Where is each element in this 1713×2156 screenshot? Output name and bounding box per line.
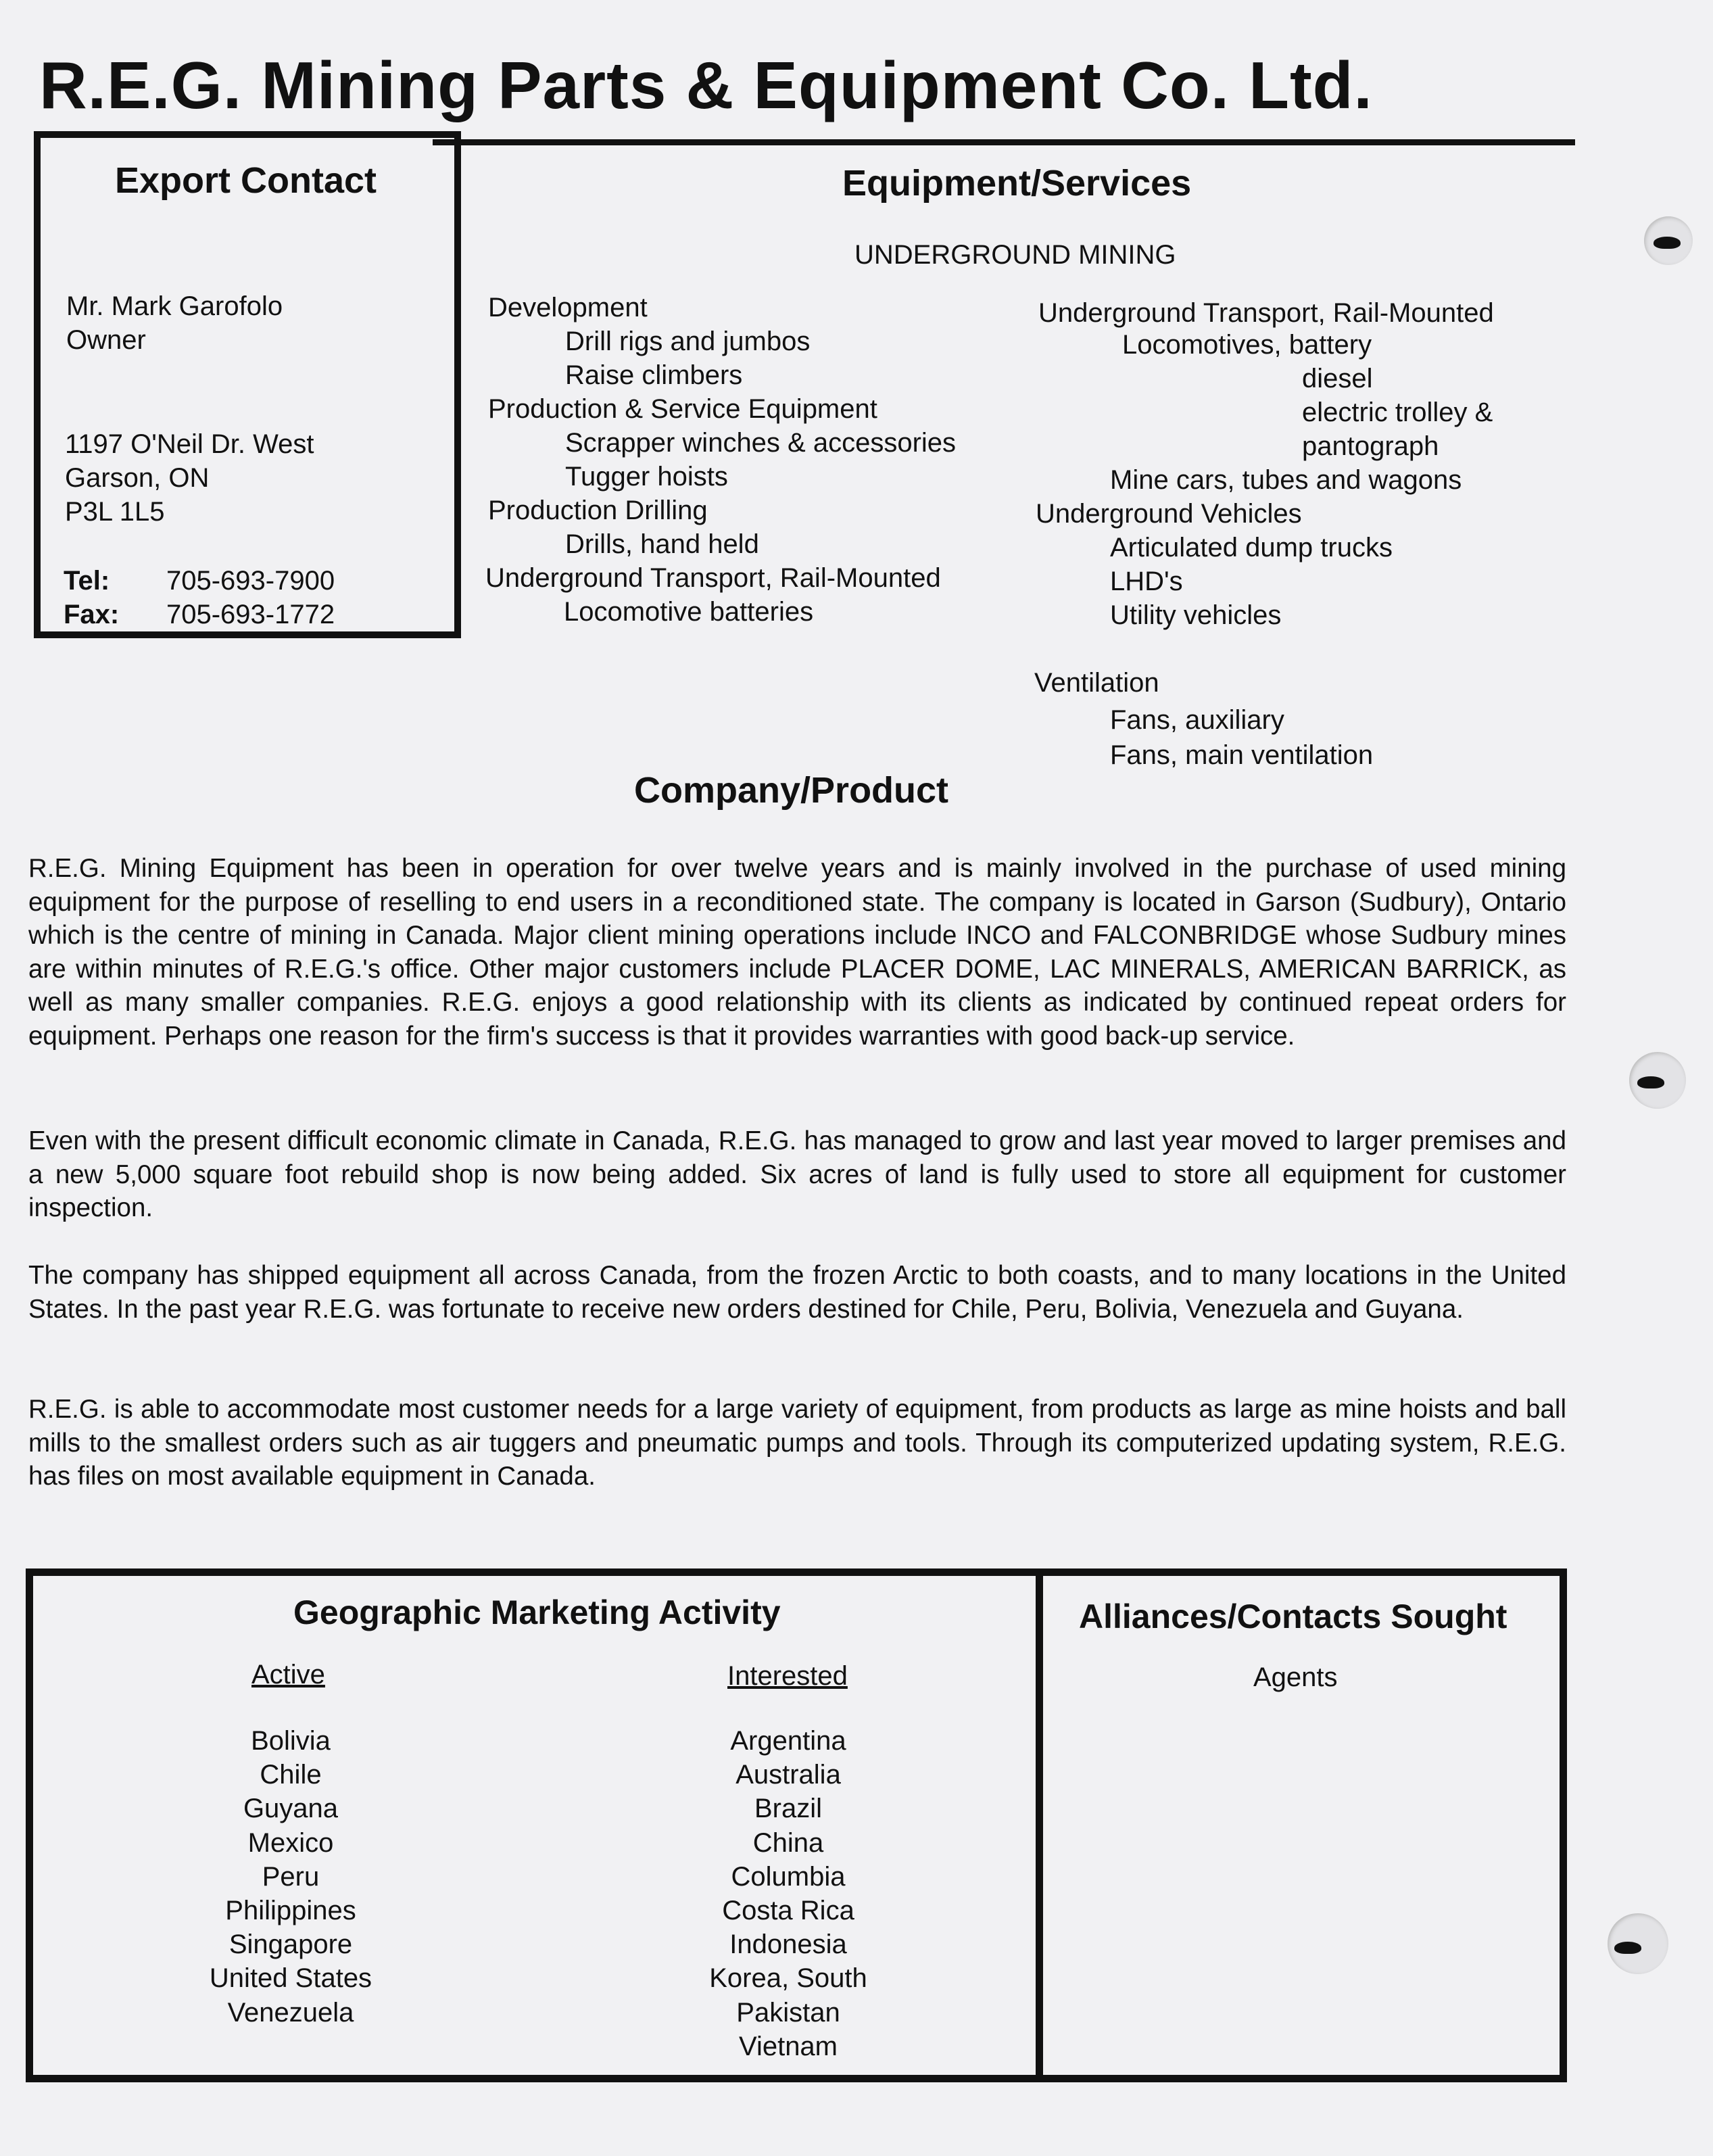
list-item: Underground Vehicles bbox=[1036, 499, 1302, 529]
list-item: Peru bbox=[262, 1861, 320, 1892]
list-item: Tugger hoists bbox=[565, 462, 728, 492]
company-paragraph-4: R.E.G. is able to accommodate most customer needs for a large variety of equipment, from products as large as mine hoists and ball mills to the smallest orders such as air tuggers and pneumatic pumps and tools. Through its computerized updating system, R.E.G. has files on most available equipment in Canada. bbox=[28, 1395, 1566, 1491]
address-line-1: 1197 O'Neil Dr. West bbox=[65, 429, 314, 459]
list-item: Locomotives, battery bbox=[1122, 330, 1372, 360]
list-item: Underground Transport, Rail-Mounted bbox=[1038, 298, 1494, 328]
contact-position: Owner bbox=[66, 325, 146, 355]
binder-hole bbox=[1608, 1913, 1668, 1974]
binder-hole bbox=[1629, 1052, 1686, 1109]
postal-code: P3L 1L5 bbox=[65, 497, 165, 527]
list-item: Vietnam bbox=[738, 2031, 838, 2061]
list-item: Drill rigs and jumbos bbox=[565, 327, 811, 356]
export-contact-heading: Export Contact bbox=[115, 160, 377, 201]
list-item: Korea, South bbox=[709, 1963, 867, 1994]
list-item: electric trolley & bbox=[1302, 398, 1493, 427]
fax-number: 705-693-1772 bbox=[166, 600, 335, 629]
alliance-item: Agents bbox=[1253, 1662, 1338, 1692]
list-item: Costa Rica bbox=[722, 1896, 854, 1926]
interested-list bbox=[653, 1724, 923, 2063]
list-item: Mexico bbox=[247, 1827, 334, 1858]
list-item: Ventilation bbox=[1034, 668, 1159, 698]
tel-label: Tel: bbox=[64, 566, 110, 596]
list-item: LHD's bbox=[1110, 567, 1183, 596]
address-line-2: Garson, ON bbox=[65, 463, 210, 493]
list-item: Fans, auxiliary bbox=[1110, 705, 1284, 735]
list-item: Fans, main ventilation bbox=[1110, 740, 1374, 770]
list-item: Drills, hand held bbox=[565, 529, 759, 559]
list-item: Locomotive batteries bbox=[564, 597, 814, 627]
list-item: Indonesia bbox=[729, 1930, 847, 1960]
list-item: Guyana bbox=[243, 1794, 339, 1824]
list-item: Singapore bbox=[228, 1930, 353, 1960]
page-title: R.E.G. Mining Parts & Equipment Co. Ltd. bbox=[39, 48, 1373, 122]
list-item: Columbia bbox=[731, 1861, 846, 1892]
active-label: Active bbox=[251, 1660, 325, 1690]
alliances-heading: Alliances/Contacts Sought bbox=[1079, 1598, 1507, 1635]
list-item: pantograph bbox=[1302, 431, 1439, 461]
box-divider bbox=[1036, 1568, 1043, 2082]
contact-name: Mr. Mark Garofolo bbox=[66, 291, 283, 321]
list-item: Underground Transport, Rail-Mounted bbox=[485, 563, 941, 593]
list-item: Brazil bbox=[754, 1794, 823, 1824]
tel-number: 705-693-7900 bbox=[166, 566, 335, 596]
company-paragraph-3: The company has shipped equipment all across Canada, from the frozen Arctic to both coasts, and to many locations in the United States. In the past year R.E.G. was fortunate to receive new orders destined for Chile, Peru, Bolivia, Venezuela and Guyana. bbox=[28, 1261, 1566, 1324]
equipment-category: UNDERGROUND MINING bbox=[854, 240, 1176, 270]
company-paragraph-2: Even with the present difficult economic climate in Canada, R.E.G. has managed to grow and last year moved to larger premises and a new 5,000 square foot rebuild shop is now being added. Six acres of land is fully used to store all equipment for customer inspection. bbox=[28, 1126, 1566, 1222]
list-item: Utility vehicles bbox=[1110, 600, 1282, 630]
list-item: Australia bbox=[735, 1760, 841, 1790]
title-rule bbox=[433, 139, 1575, 145]
list-item: Raise climbers bbox=[565, 360, 743, 390]
binder-hole bbox=[1644, 216, 1693, 265]
equipment-services-heading: Equipment/Services bbox=[842, 163, 1192, 203]
list-item: Argentina bbox=[730, 1726, 846, 1756]
list-item: Chile bbox=[260, 1760, 322, 1790]
list-item: China bbox=[752, 1827, 824, 1858]
list-item: United States bbox=[209, 1963, 372, 1994]
fax-label: Fax: bbox=[64, 600, 120, 629]
geographic-marketing-heading: Geographic Marketing Activity bbox=[293, 1594, 781, 1631]
list-item: Scrapper winches & accessories bbox=[565, 428, 957, 458]
list-item: Philippines bbox=[225, 1896, 356, 1926]
export-contact-box bbox=[34, 131, 461, 638]
list-item: Production Drilling bbox=[488, 496, 708, 525]
list-item: Pakistan bbox=[736, 1997, 840, 2028]
list-item: Mine cars, tubes and wagons bbox=[1110, 465, 1462, 495]
list-item: Development bbox=[488, 293, 648, 322]
company-product-heading: Company/Product bbox=[634, 770, 949, 811]
active-list bbox=[155, 1724, 426, 2030]
list-item: Articulated dump trucks bbox=[1110, 533, 1393, 562]
list-item: diesel bbox=[1302, 364, 1373, 393]
list-item: Venezuela bbox=[227, 1997, 354, 2028]
list-item: Bolivia bbox=[251, 1726, 331, 1756]
interested-label: Interested bbox=[727, 1661, 848, 1691]
list-item: Production & Service Equipment bbox=[488, 394, 877, 424]
company-paragraph-1: R.E.G. Mining Equipment has been in operation for over twelve years and is mainly involved in the purchase of used mining equipment for the purpose of reselling to end users in a reconditioned state. The company is located in Garson (Sudbury), Ontario which is the centre of mining in Canada. Major client mining operations include INCO and FALCONBRIDGE whose Sudbury mines are within minutes of R.E.G.'s office. Other major customers include PLACER DOME, LAC MINERALS, AMERICAN BARRICK, as well as many smaller companies. R.E.G. enjoys a good relationship with its clients as indicated by continued repeat orders for equipment. Perhaps one reason for the firm's success is that it provides warranties with good back-up service. bbox=[28, 854, 1566, 1051]
